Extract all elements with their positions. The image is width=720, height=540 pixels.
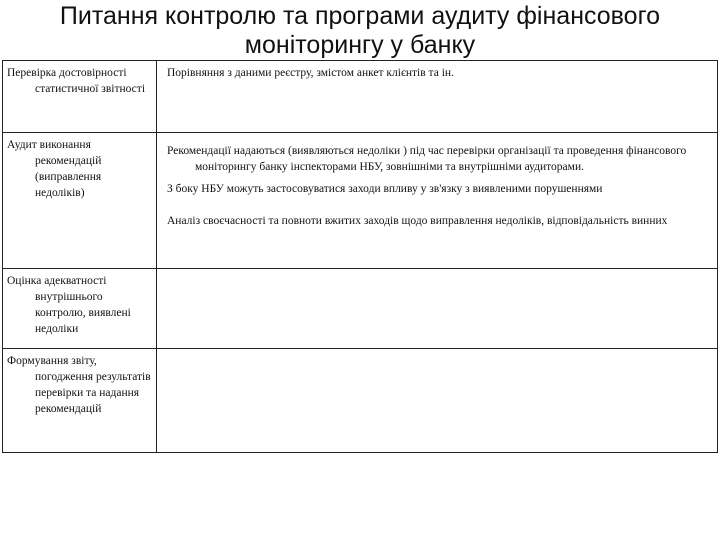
label-text: Аудит виконання рекомендацій (виправлення недоліків) [7, 139, 102, 199]
content-text: Порівняння з даними реєстру, змістом анкет клієнтів та ін. [167, 67, 454, 79]
row-label [3, 133, 157, 269]
content-text: З боку НБУ можуть застосовуватися заходи впливу у зв'язку з виявленими порушеннями [167, 183, 603, 195]
table-row [3, 133, 718, 269]
table-row [3, 269, 718, 349]
label-text: Перевірка достовірності статистичної звітності [7, 67, 146, 95]
label-text: Оцінка адекватності внутрішнього контролю, виявлені недоліки [7, 275, 131, 335]
audit-table [2, 60, 718, 453]
slide-title: Питання контролю та програми аудиту фінансового моніторингу у банку [59, 2, 661, 59]
table-row [3, 61, 718, 133]
row-content [157, 61, 718, 133]
label-text: Формування звіту, погодження результатів перевірки та надання рекомендацій [7, 355, 151, 415]
row-content [157, 133, 718, 269]
content-text: Аналіз своєчасності та повноти вжитих заходів щодо виправлення недоліків, відповідальність винних [167, 215, 668, 227]
row-label [3, 269, 157, 349]
content-text: Рекомендації надаються (виявляються недоліки ) під час перевірки організації та проведення фінансового моніторингу банку інспекторами НБУ, зовнішніми та внутрішніми аудиторами. [167, 145, 687, 173]
row-label [3, 349, 157, 453]
row-label [3, 61, 157, 133]
row-content [157, 269, 718, 349]
table-row [3, 349, 718, 453]
row-content [157, 349, 718, 453]
